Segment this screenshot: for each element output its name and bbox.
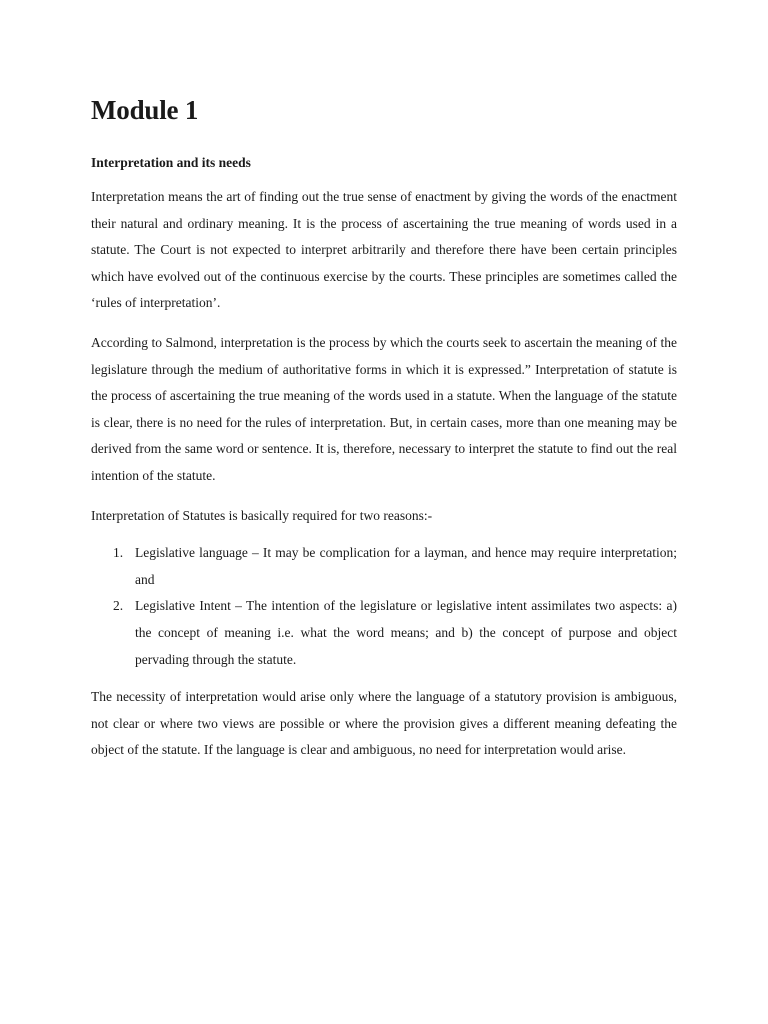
list-item-number: 2.	[113, 598, 124, 614]
paragraph-definition: Interpretation means the art of finding out the true sense of enactment by giving the words of the enactment their natural and ordinary meaning. It is the process of ascertaining the true meaning of words used in a statute. The Court is not expected to interpret arbitrarily and therefore there have been certain principles which have evolved out of the continuous exercise by the courts. These principles are sometimes called the ‘rules of interpretation’.	[91, 189, 677, 311]
list-item-text: Legislative Intent – The intention of the legislature or legislative intent assimilates two aspects: a) the concept of meaning i.e. what the word means; and b) the concept of purpose and object pervading through the statute.	[135, 598, 677, 667]
reasons-list	[91, 540, 677, 673]
paragraph-reasons-intro: Interpretation of Statutes is basically required for two reasons:-	[91, 507, 433, 523]
list-item-text: Legislative language – It may be complication for a layman, and hence may require interpretation; and	[135, 545, 677, 587]
list-item	[113, 540, 677, 593]
document-page	[91, 92, 677, 764]
list-item-number: 1.	[113, 545, 124, 561]
paragraph-salmond: According to Salmond, interpretation is the process by which the courts seek to ascertain the meaning of the legislature through the medium of authoritative forms in which it is expressed.” Interpretation of statute is the process of ascertaining the true meaning of the words used in a statute. When the language of the statute is clear, there is no need for the rules of interpretation. But, in certain cases, more than one meaning may be derived from the same word or sentence. It is, therefore, necessary to interpret the statute to find out the real intention of the statute.	[91, 334, 677, 483]
section-heading: Interpretation and its needs	[91, 155, 251, 170]
module-title: Module 1	[91, 95, 199, 125]
paragraph-necessity: The necessity of interpretation would arise only where the language of a statutory provision is ambiguous, not clear or where two views are possible or where the provision gives a different meaning defeating the object of the statute. If the language is clear and ambiguous, no need for interpretation would arise.	[91, 689, 677, 758]
list-item	[113, 593, 677, 673]
